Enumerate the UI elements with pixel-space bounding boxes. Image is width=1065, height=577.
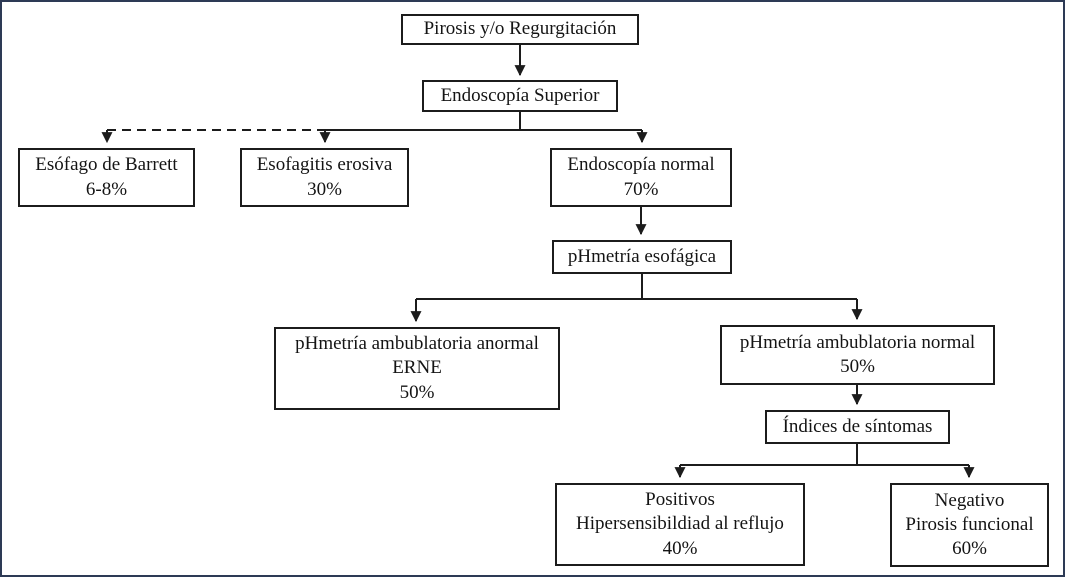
node-label: Positivos <box>645 489 715 511</box>
node-label: pHmetría ambublatoria normal <box>739 331 976 353</box>
node-esofagitis-erosiva <box>240 148 409 207</box>
node-subline: ERNE <box>392 357 442 379</box>
node-label: Pirosis y/o Regurgitación <box>423 18 617 40</box>
node-value: 70% <box>623 178 659 200</box>
node-label: Esofagitis erosiva <box>256 154 393 176</box>
node-endoscopia-superior <box>422 80 618 112</box>
node-label: Negativo <box>934 489 1005 511</box>
node-label: Endoscopía normal <box>567 154 715 176</box>
node-value: 40% <box>662 537 698 559</box>
node-negativo-pirosis-funcional <box>890 483 1049 567</box>
node-endoscopia-normal <box>550 148 732 207</box>
node-label: pHmetría esofágica <box>567 245 717 267</box>
node-subline: Hipersensibildiad al reflujo <box>576 513 784 535</box>
node-esofago-barrett <box>18 148 195 207</box>
node-value: 50% <box>840 356 875 377</box>
node-pirosis-regurgitacion <box>401 14 639 45</box>
node-label: Esófago de Barrett <box>35 154 178 176</box>
node-phmetria-esofagica <box>552 240 732 274</box>
node-phmetria-ambulatoria-normal <box>720 325 995 385</box>
node-label: Endoscopía Superior <box>440 84 600 106</box>
node-value: 50% <box>399 381 435 403</box>
node-label: Índices de síntomas <box>782 415 933 437</box>
node-indices-sintomas <box>765 410 950 444</box>
node-subline: Pirosis funcional <box>905 513 1034 535</box>
node-positivos-hipersensibilidad <box>555 483 805 566</box>
node-label: pHmetría ambublatoria anormal <box>295 333 539 355</box>
node-value: 30% <box>307 178 342 200</box>
node-value: 60% <box>952 538 987 560</box>
node-value: 6-8% <box>85 178 128 200</box>
node-phmetria-ambulatoria-anormal <box>274 327 560 410</box>
